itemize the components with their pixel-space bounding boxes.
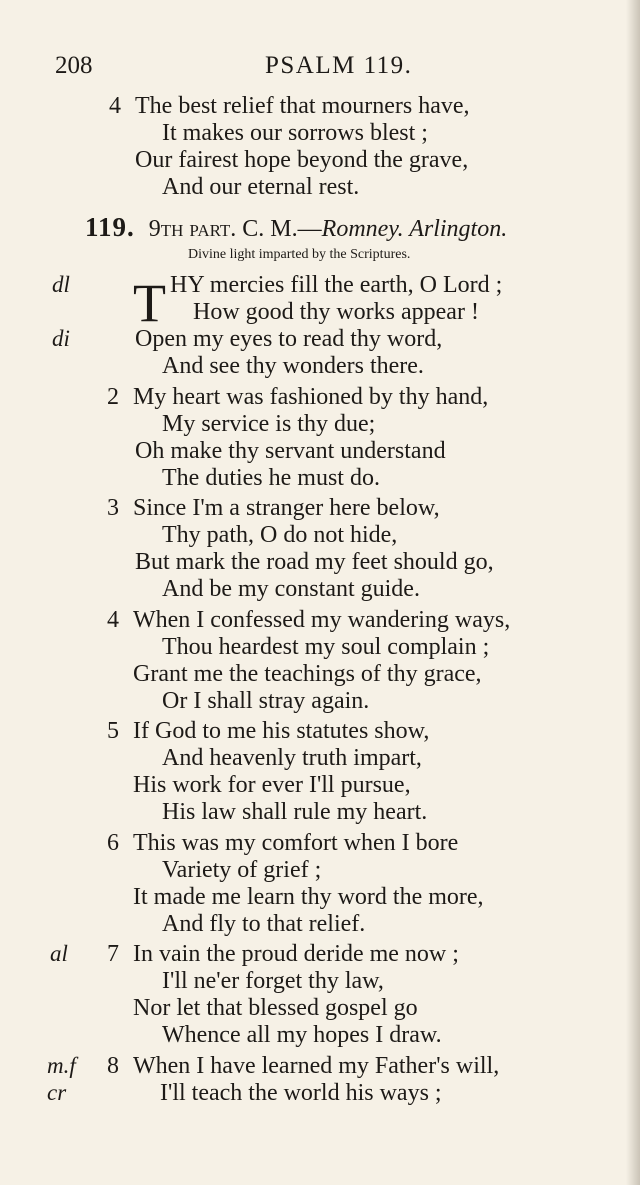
verse-line: In vain the proud deride me now ; <box>133 941 459 967</box>
verse-line: His work for ever I'll pursue, <box>133 772 411 798</box>
verse-line: When I confessed my wandering ways, <box>133 607 511 633</box>
hymn-number: 119. <box>85 212 135 242</box>
page-header <box>0 52 640 82</box>
hymn-meter: 9th part. C. M.— <box>148 216 322 242</box>
verse-line: Whence all my hopes I draw. <box>162 1022 442 1048</box>
stanza-number: 4 <box>107 607 119 633</box>
verse-line: Our fairest hope beyond the grave, <box>135 147 469 173</box>
verse-line: Thou heardest my soul complain ; <box>162 634 490 660</box>
verse-line: If God to me his statutes show, <box>133 718 430 744</box>
verse-line: And fly to that relief. <box>162 911 366 937</box>
verse-line: And see thy wonders there. <box>162 353 424 379</box>
verse-line: Grant me the teachings of thy grace, <box>133 661 482 687</box>
stanza-number: 6 <box>107 830 119 856</box>
hymn-heading <box>85 212 507 243</box>
verse-line: Since I'm a stranger here below, <box>133 495 440 521</box>
verse-line: Nor let that blessed gospel go <box>133 995 418 1021</box>
page-edge-shadow <box>626 0 640 1185</box>
verse-line: Oh make thy servant understand <box>135 438 446 464</box>
verse-line: Or I shall stray again. <box>162 688 370 714</box>
verse-line: And heavenly truth impart, <box>162 745 422 771</box>
stanza-number: 8 <box>107 1053 119 1079</box>
verse-line: I'll teach the world his ways ; <box>160 1080 442 1106</box>
verse-line: How good thy works appear ! <box>193 299 479 325</box>
margin-mark-dl: dl <box>52 272 70 297</box>
margin-mark-cr: cr <box>47 1080 67 1105</box>
verse-line: My heart was fashioned by thy hand, <box>133 384 489 410</box>
verse-line: Open my eyes to read thy word, <box>135 326 443 352</box>
verse-line: But mark the road my feet should go, <box>135 549 494 575</box>
page-number: 208 <box>55 52 93 79</box>
hymn-subtitle: Divine light imparted by the Scriptures. <box>188 247 411 262</box>
verse-line: Variety of grief ; <box>162 857 322 883</box>
hymn-tunes: Romney. Arlington. <box>321 216 508 242</box>
running-title: PSALM 119. <box>265 52 413 79</box>
margin-mark-al: al <box>50 941 68 966</box>
verse-line: The duties he must do. <box>162 465 380 491</box>
stanza-number: 7 <box>107 941 119 967</box>
verse-line: It made me learn thy word the more, <box>133 884 484 910</box>
verse-line: I'll ne'er forget thy law, <box>162 968 384 994</box>
verse-line: And our eternal rest. <box>162 174 360 200</box>
stanza-number: 3 <box>107 495 119 521</box>
verse-line: His law shall rule my heart. <box>162 799 428 825</box>
stanza-number: 4 <box>109 93 121 119</box>
margin-mark-mf: m.f <box>47 1053 76 1078</box>
verse-line: It makes our sorrows blest ; <box>162 120 428 146</box>
verse-line: Thy path, O do not hide, <box>162 522 398 548</box>
stanza-number: 2 <box>107 384 119 410</box>
verse-line: And be my constant guide. <box>162 576 420 602</box>
stanza-number: 5 <box>107 718 119 744</box>
verse-line: When I have learned my Father's will, <box>133 1053 500 1079</box>
verse-line: My service is thy due; <box>162 411 376 437</box>
verse-line: HY mercies fill the earth, O Lord ; <box>170 272 503 298</box>
margin-mark-di: di <box>52 326 70 351</box>
verse-line: The best relief that mourners have, <box>135 93 470 119</box>
verse-line: This was my comfort when I bore <box>133 830 459 856</box>
drop-cap: T <box>133 273 166 333</box>
